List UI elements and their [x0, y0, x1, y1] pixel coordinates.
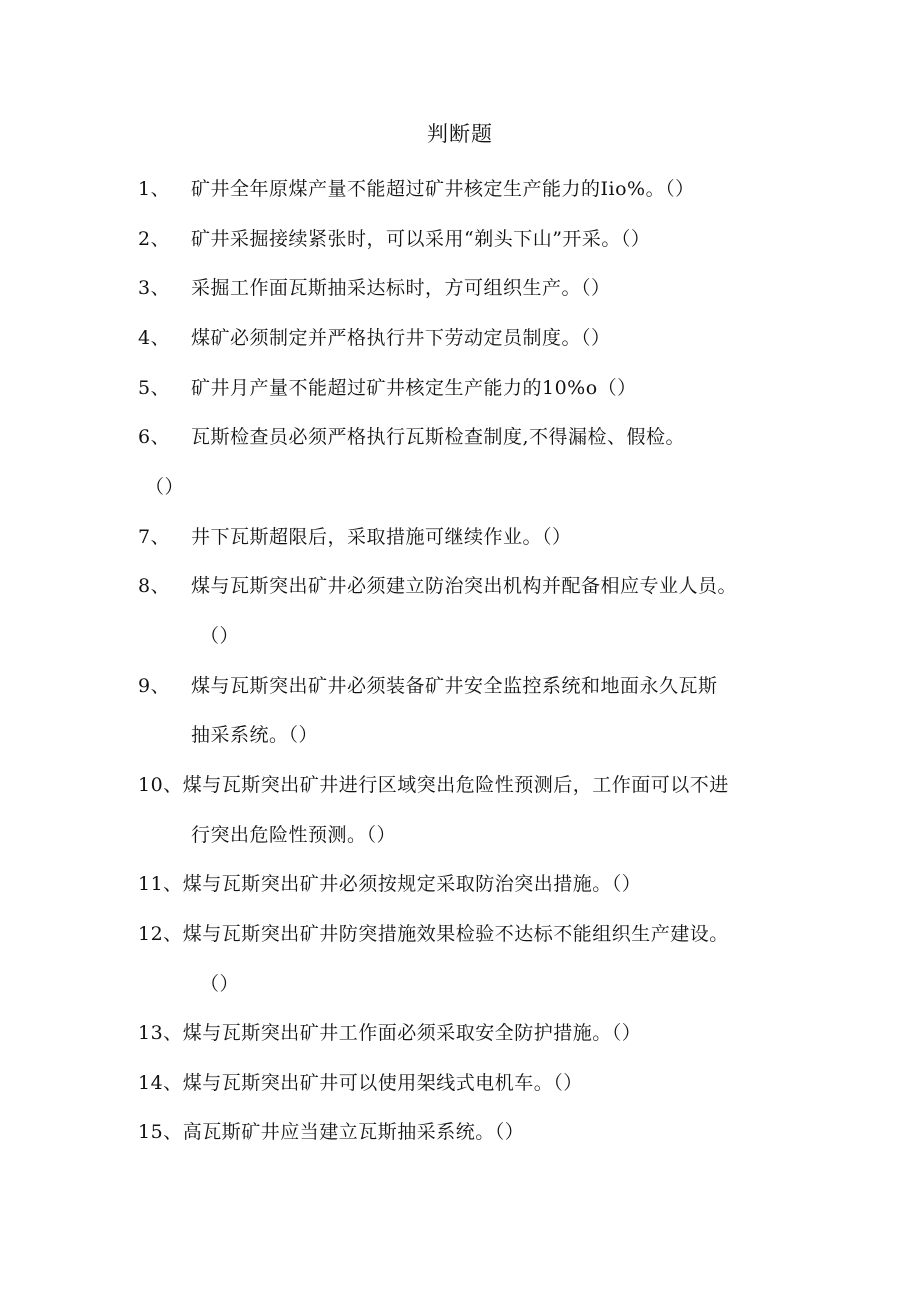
- question-number: 12、: [138, 923, 183, 945]
- question-number: 1、: [138, 178, 171, 200]
- question-text: 煤与瓦斯突出矿井可以使用架线式电机车。（）: [182, 1072, 583, 1094]
- question-number: 8、: [138, 575, 171, 597]
- question-number: 13、: [138, 1022, 183, 1044]
- question-number: 5、: [138, 377, 171, 399]
- question-11: [138, 869, 641, 896]
- question-1: [138, 174, 695, 201]
- question-number: 14、: [138, 1072, 183, 1094]
- question-text: 矿井采掘接续紧张时，可以采用“剃头下山”开采。（）: [191, 228, 651, 250]
- question-13: [138, 1018, 641, 1045]
- question-15: [138, 1117, 524, 1144]
- question-9-continuation: 抽采系统。（）: [191, 724, 319, 746]
- question-number: 9、: [138, 675, 171, 697]
- question-4: [138, 323, 611, 350]
- question-text: 瓦斯检查员必须严格执行瓦斯检查制度,不得漏检、假检。: [191, 426, 686, 448]
- question-number: 7、: [138, 526, 171, 548]
- question-text: 井下瓦斯超限后，采取措施可继续作业。（）: [191, 526, 572, 548]
- question-text: 煤与瓦斯突出矿井必须建立防治突出机构并配备相应专业人员。: [191, 575, 738, 597]
- question-6: [138, 422, 685, 449]
- question-10: [138, 770, 729, 797]
- question-8: [138, 571, 737, 598]
- question-number: 11、: [138, 873, 183, 895]
- question-number: 6、: [138, 426, 171, 448]
- question-3: [138, 273, 611, 300]
- question-text: 矿井全年原煤产量不能超过矿井核定生产能力的Iio%。（）: [191, 178, 695, 200]
- page-title: 判断题: [427, 122, 493, 146]
- question-7: [138, 522, 572, 549]
- question-text: 高瓦斯矿井应当建立瓦斯抽采系统。（）: [182, 1121, 525, 1143]
- question-text: 煤与瓦斯突出矿井工作面必须采取安全防护措施。（）: [182, 1022, 642, 1044]
- question-text: 煤与瓦斯突出矿井必须按规定采取防治突出措施。（）: [182, 873, 642, 895]
- question-12-continuation: （）: [200, 973, 240, 995]
- question-9: [138, 671, 718, 698]
- question-14: [138, 1068, 583, 1095]
- question-text: 煤与瓦斯突出矿井防突措施效果检验不达标不能组织生产建设。: [182, 923, 729, 945]
- question-5: [138, 373, 637, 400]
- question-number: 15、: [138, 1121, 183, 1143]
- question-12: [138, 919, 729, 946]
- question-8-continuation: （）: [200, 625, 240, 647]
- question-number: 3、: [138, 277, 171, 299]
- question-2: [138, 224, 650, 251]
- question-6-continuation: （）: [145, 476, 185, 498]
- question-text: 煤与瓦斯突出矿井进行区域突出危险性预测后，工作面可以不进: [182, 774, 729, 796]
- question-text: 矿井月产量不能超过矿井核定生产能力的10%o（）: [191, 377, 637, 399]
- question-number: 2、: [138, 228, 171, 250]
- question-text: 煤与瓦斯突出矿井必须装备矿井安全监控系统和地面永久瓦斯: [191, 675, 718, 697]
- question-10-continuation: 行突出危险性预测。（）: [191, 824, 397, 846]
- question-text: 采掘工作面瓦斯抽采达标时，方可组织生产。（）: [191, 277, 611, 299]
- question-number: 10、: [138, 774, 183, 796]
- question-text: 煤矿必须制定并严格执行井下劳动定员制度。（）: [191, 327, 611, 349]
- question-number: 4、: [138, 327, 171, 349]
